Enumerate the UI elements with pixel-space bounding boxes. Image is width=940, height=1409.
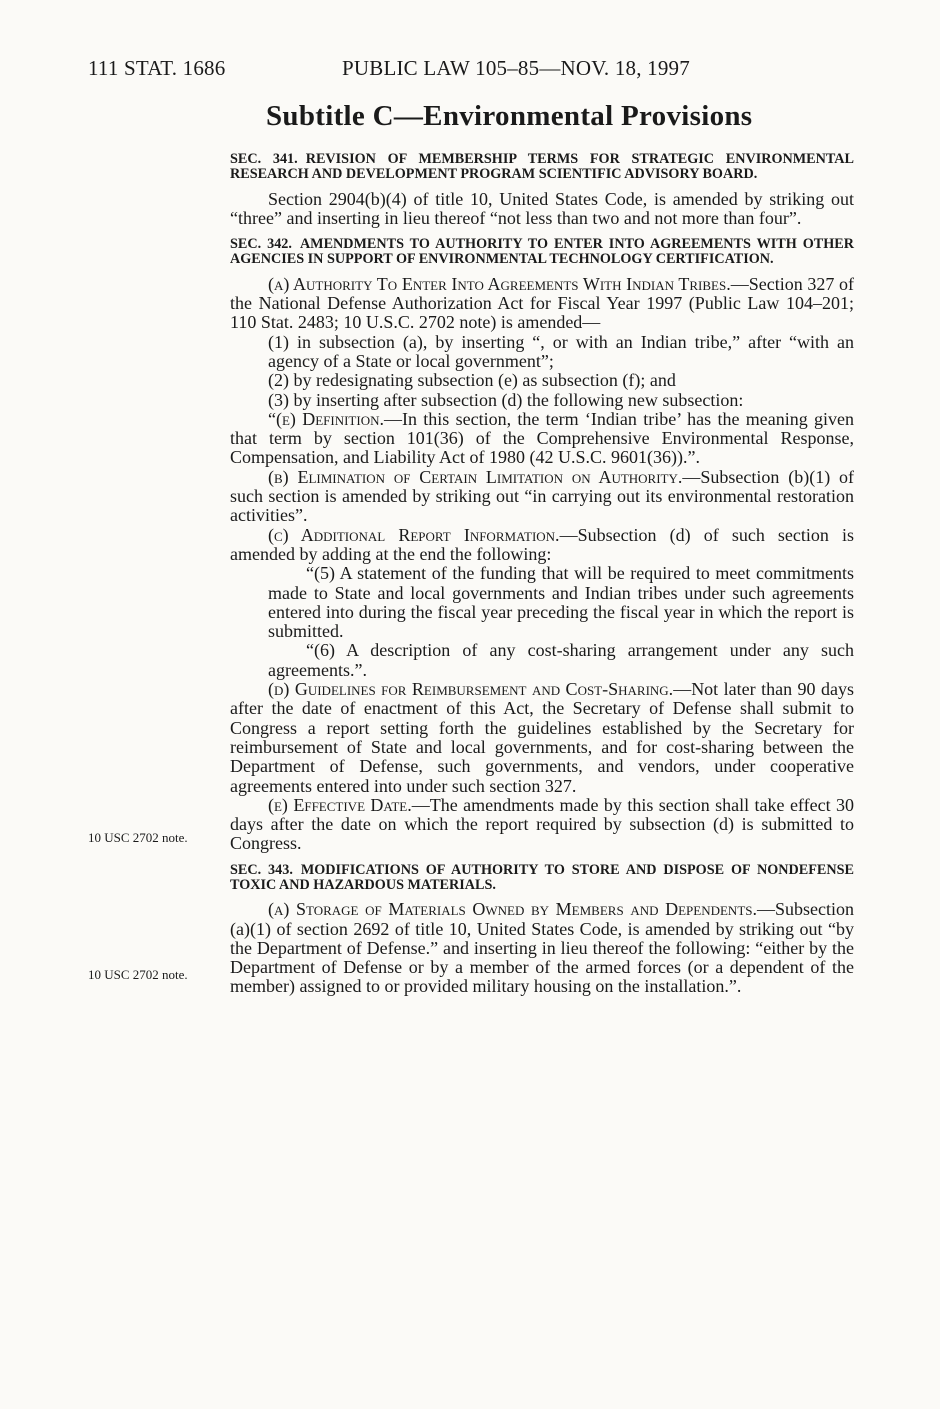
section-343-title: MODIFICATIONS OF AUTHORITY TO STORE AND DISPOSE OF NONDEFENSE TOXIC AND HAZARDOUS MATERIALS. <box>230 861 854 893</box>
definition-e <box>230 410 854 468</box>
subsection-a-label: (a) Authority To Enter Into Agreements With Indian Tribes. <box>268 273 731 294</box>
section-342-title: AMENDMENTS TO AUTHORITY TO ENTER INTO AGREEMENTS WITH OTHER AGENCIES IN SUPPORT OF ENVIRONMENTAL TECHNOLOGY CERTIFICATION. <box>230 236 854 268</box>
section-343-number: SEC. 343. <box>230 861 293 878</box>
subsection-d-label: (d) Guidelines for Reimbursement and Cost-Sharing. <box>268 679 674 700</box>
statute-reference: 111 STAT. 1686 <box>88 56 226 80</box>
margin-note-2: 10 USC 2702 note. <box>88 967 188 982</box>
subsection-b-text: —Subsection (b)(1) of such section is amended by striking out “in carrying out its environmental restoration activities”. <box>230 466 854 526</box>
section-342-heading <box>230 237 854 268</box>
section-342-number: SEC. 342. <box>230 236 292 253</box>
item-1 <box>230 333 854 372</box>
subsection-c-text: —Subsection (d) of such section is amended by adding at the end the following: <box>230 524 854 564</box>
quoted-paragraph-5: “(5) A statement of the funding that will be required to meet commitments made to State and local governments and Indian tribes under such agreements entered into during the fiscal year preceding the fiscal year in which the report is submitted. <box>268 563 854 642</box>
section-341-title: REVISION OF MEMBERSHIP TERMS FOR STRATEGIC ENVIRONMENTAL RESEARCH AND DEVELOPMENT PROGRAM SCIENTIFIC ADVISORY BOARD. <box>230 151 854 183</box>
section-341-number: SEC. 341. <box>230 151 298 167</box>
section-341-body: Section 2904(b)(4) of title 10, United States Code, is amended by striking out “three” and inserting in lieu thereof “not less than two and not more than four”. <box>230 188 854 228</box>
subsection-d-text: —Not later than 90 days after the date of enactment of this Act, the Secretary of Defense shall submit to Congress a report setting forth the guidelines established by the Secretary for reimbursement of State and local governments, and for cost-sharing between the Department of Defense, such governments, and vendors, under cooperative agreements entered into under such section 327. <box>230 679 854 796</box>
subtitle-heading: Subtitle C—Environmental Provisions <box>266 100 753 132</box>
item-2: (2) by redesignating subsection (e) as subsection (f); and <box>268 370 676 391</box>
public-law-reference: PUBLIC LAW 105–85—NOV. 18, 1997 <box>342 56 690 80</box>
subsection-b-label: (b) Elimination of Certain Limitation on Authority. <box>268 466 683 487</box>
subsection-a-text: —Section 327 of the National Defense Authorization Act for Fiscal Year 1997 (Public Law 104–201; 110 Stat. 2483; 10 U.S.C. 2702 note) is amended— <box>230 273 854 333</box>
subsection-c-label: (c) Additional Report Information. <box>268 524 560 545</box>
section-343-a-label: (a) Storage of Materials Owned by Members and Dependents. <box>268 899 757 920</box>
definition-e-text: —In this section, the term ‘Indian tribe’ has the meaning given that term by section 101(36) of the Comprehensive Environmental Response, Compensation, and Liability Act of 1980 (42 U.S.C. 9601(36)).”. <box>230 408 854 468</box>
section-343-heading <box>230 863 854 894</box>
definition-e-label: “(e) Definition. <box>268 408 384 429</box>
section-342-subsection-d <box>230 680 854 796</box>
document-body <box>230 152 854 997</box>
section-342-subsection-c <box>230 526 854 565</box>
item-3: (3) by inserting after subsection (d) the following new subsection: <box>268 389 744 410</box>
item-1-text: (1) in subsection (a), by inserting “, or with an Indian tribe,” after “with an agency of a State or local government”; <box>268 331 854 371</box>
section-343-a-text: —Subsection (a)(1) of section 2692 of title 10, United States Code, is amended by striking out “by the Department of Defense.” and inserting in lieu thereof the following: “either by the Department of Defense or by a member of the armed forces (or a dependent of the member) assigned to or provided military housing on the installation.”. <box>230 899 854 997</box>
subsection-e-label: (e) Effective Date. <box>268 794 412 815</box>
section-343-subsection-a <box>230 900 854 996</box>
margin-note-1: 10 USC 2702 note. <box>88 830 188 845</box>
section-341-heading <box>230 152 854 183</box>
section-342-subsection-e <box>230 796 854 854</box>
quoted-paragraphs <box>230 564 854 680</box>
section-342-subsection-a <box>230 275 854 333</box>
section-342-subsection-b <box>230 468 854 526</box>
subsection-e-text: —The amendments made by this section shall take effect 30 days after the date on which the report required by subsection (d) is submitted to Congress. <box>230 794 854 854</box>
quoted-paragraph-6: “(6) A description of any cost-sharing arrangement under any such agreements.”. <box>268 640 854 680</box>
